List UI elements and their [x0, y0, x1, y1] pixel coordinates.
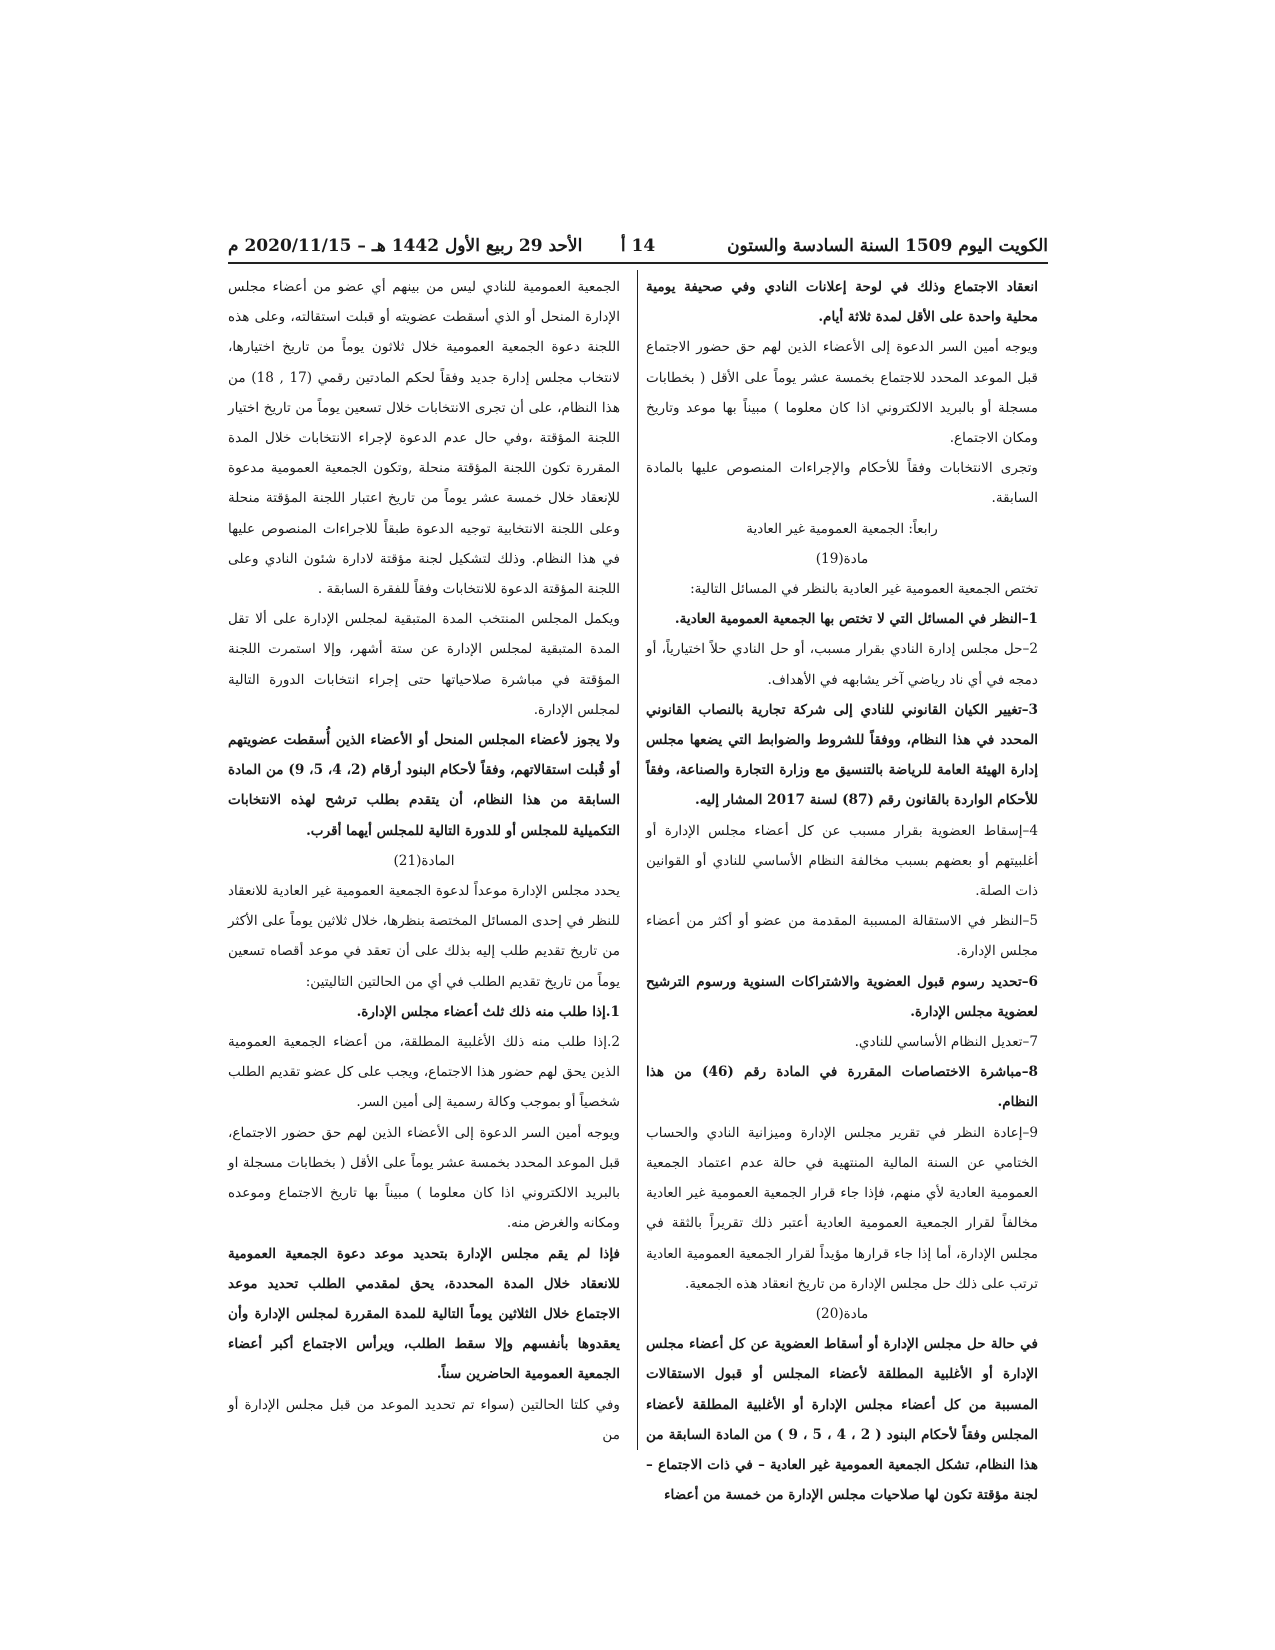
column-divider [637, 270, 638, 1450]
paragraph: 2.إذا طلب منه ذلك الأغلبية المطلقة، من أعضاء الجمعية العمومية الذين يحق لهم حضور هذا الاجتماع، ويجب على كل عضو تقديم الطلب شخصياً أو بموجب وكالة رسمية إلى أمين السر. [228, 1034, 620, 1111]
paragraph: ويكمل المجلس المنتخب المدة المتبقية لمجلس الإدارة على ألا تقل المدة المتبقية لمجلس الإدارة عن ستة أشهر، وإلا استمرت اللجنة المؤقتة في مباشرة صلاحياتها حتى إجراء انتخابات الدورة التالية لمجلس الإدارة. [228, 611, 620, 718]
paragraph: فإذا لم يقم مجلس الإدارة بتحديد موعد دعوة الجمعية العمومية للانعقاد خلال المدة المحددة، يحق لمقدمي الطلب تحديد موعد الاجتماع خلال الثلاثين يوماً التالية للمدة المقررة لمجلس الإدارة وأن يعقدوها بأنفسهم وإلا سقط الطلب، ويرأس الاجتماع أكبر أعضاء الجمعية العمومية الحاضرين سناً. [228, 1245, 620, 1383]
paragraph: المادة(21) [393, 852, 455, 869]
paragraph: رابعاً: الجمعية العمومية غير العادية [746, 520, 938, 537]
paragraph: ولا يجوز لأعضاء المجلس المنحل أو الأعضاء الذين أُسقطت عضويتهم أو قُبلت استقالاتهم، وفقاً لأحكام البنود أرقام (2، 4، 5، 9) من المادة السابقة من هذا النظام، أن يتقدم بطلب ترشح لهذه الانتخابات التكميلية للمجلس أو للدورة التالية للمجلس أيهما أقرب. [228, 732, 620, 839]
header-page-number: 14 أ [620, 236, 656, 256]
paragraph: 6–تحديد رسوم قبول العضوية والاشتراكات السنوية ورسوم الترشيح لعضوية مجلس الإدارة. [646, 973, 1038, 1020]
paragraph: وتجرى الانتخابات وفقاً للأحكام والإجراءات المنصوص عليها بالمادة السابقة. [646, 460, 1038, 507]
paragraph: 9–إعادة النظر في تقرير مجلس الإدارة وميزانية النادي والحساب الختامي عن السنة المالية المنتهية في حالة عدم اعتماد الجمعية العمومية العادية لأي منهم، فإذا جاء قرار الجمعية العمومية غير العادية مخالفاً لقرار الجمعية العمومية العادية أعتبر ذلك تقريراً بالثقة في مجلس الإدارة، أما إذا جاء قرارها مؤيداً لقرار الجمعية العمومية العادية ترتب على ذلك حل مجلس الإدارة من تاريخ انعقاد هذه الجمعية. [646, 1124, 1038, 1292]
paragraph: 8–مباشرة الاختصاصات المقررة في المادة رقم (46) من هذا النظام. [646, 1064, 1039, 1111]
right-column [646, 272, 1038, 1510]
paragraph: ويوجه أمين السر الدعوة إلى الأعضاء الذين لهم حق حضور الاجتماع، قبل الموعد المحدد بخمسة عشر يوماً على الأقل ( بخطابات مسجلة او بالبريد الالكتروني اذا كان معلوما ) مبيناً بها تاريخ الاجتماع وموعده ومكانه والغرض منه. [228, 1124, 620, 1232]
paragraph: 5–النظر في الاستقالة المسببة المقدمة من عضو أو أكثر من أعضاء مجلس الإدارة. [646, 913, 1038, 960]
left-column [228, 272, 620, 1450]
paragraph: في حالة حل مجلس الإدارة أو أسقاط العضوية عن كل أعضاء مجلس الإدارة أو الأغلبية المطلقة لأعضاء المجلس أو قبول الاستقالات المسببة من كل أعضاء مجلس الإدارة أو الأغلبية المطلقة لأعضاء المجلس وفقاً لأحكام البنود ( 2 ، 4 ، 5 ، 9 ) من المادة السابقة من هذا النظام، تشكل الجمعية العمومية غير العادية – في ذات الاجتماع – لجنة مؤقتة تكون لها صلاحيات مجلس الإدارة من خمسة من أعضاء [646, 1336, 1039, 1504]
header-issue: الكويت اليوم 1509 السنة السادسة والستون [727, 236, 1048, 256]
paragraph: مادة(19) [815, 550, 869, 567]
header-rule [228, 262, 1048, 264]
header-date: الأحد 29 ربيع الأول 1442 هـ – 2020/11/15 م [228, 236, 583, 256]
paragraph: انعقاد الاجتماع وذلك في لوحة إعلانات النادي وفي صحيفة يومية محلية واحدة على الأقل لمدة ثلاثة أيام. [646, 279, 1038, 326]
paragraph: 3–تغيير الكيان القانوني للنادي إلى شركة تجارية بالنصاب القانوني المحدد في هذا النظام، ووفقاً للشروط والضوابط التي يضعها مجلس إدارة الهيئة العامة للرياضة بالتنسيق مع وزارة التجارة والصناعة، وفقاً للأحكام الواردة بالقانون رقم (87) لسنة 2017 المشار إليه. [646, 701, 1038, 809]
paragraph: 1.إذا طلب منه ذلك ثلث أعضاء مجلس الإدارة. [356, 1003, 620, 1020]
paragraph: الجمعية العمومية للنادي ليس من بينهم أي عضو من أعضاء مجلس الإدارة المنحل أو الذي أسقطت عضويته أو قبلت استقالته، وعلى هذه اللجنة دعوة الجمعية العمومية خلال ثلاثون يوماً من تاريخ اختيارها، لانتخاب مجلس إدارة جديد وفقاً لحكم المادتين رقمي (17 , 18) من هذا النظام، على أن تجرى الانتخابات خلال تسعين يوماً من تاريخ اختيار اللجنة المؤقتة ،وفي حال عدم الدعوة لإجراء الانتخابات خلال المدة المقررة تكون اللجنة المؤقتة منحلة ,وتكون الجمعية العمومية مدعوة للإنعقاد خلال خمسة عشر يوماً من تاريخ اعتبار اللجنة المؤقتة منحلة وعلى اللجنة الانتخابية توجيه الدعوة طبقاً للاجراءات المنصوص عليها في هذا النظام. وذلك لتشكيل لجنة مؤقتة لادارة شئون النادي وعلى اللجنة المؤقتة الدعوة للانتخابات وفقاً للفقرة السابقة . [228, 279, 620, 598]
paragraph: وفي كلتا الحالتين (سواء تم تحديد الموعد من قبل مجلس الإدارة أو من [228, 1396, 620, 1443]
page-header [228, 234, 1048, 264]
paragraph: مادة(20) [815, 1305, 869, 1322]
paragraph: 1–النظر في المسائل التي لا تختص بها الجمعية العمومية العادية. [674, 611, 1038, 628]
paragraph: تختص الجمعية العمومية غير العادية بالنظر في المسائل التالية: [690, 581, 1038, 598]
paragraph: 2–حل مجلس إدارة النادي بقرار مسبب، أو حل النادي حلاً اختيارياً، أو دمجه في أي ناد رياضي آخر يشابهه في الأهداف. [646, 641, 1038, 688]
paragraph: ويوجه أمين السر الدعوة إلى الأعضاء الذين لهم حق حضور الاجتماع قبل الموعد المحدد للاجتماع بخمسة عشر يوماً على الأقل ( بخطابات مسجلة أو بالبريد الالكتروني اذا كان معلوما ) مبيناً بها موعد وتاريخ ومكان الاجتماع. [646, 339, 1038, 447]
paragraph: 7–تعديل النظام الأساسي للنادي. [854, 1034, 1038, 1051]
paragraph: 4–إسقاط العضوية بقرار مسبب عن كل أعضاء مجلس الإدارة أو أغلبيتهم أو بعضهم بسبب مخالفة النظام الأساسي للنادي أو القوانين ذات الصلة. [646, 822, 1038, 900]
paragraph: يحدد مجلس الإدارة موعداً لدعوة الجمعية العمومية غير العادية للانعقاد للنظر في إحدى المسائل المختصة بنظرها، خلال ثلاثين يوماً على الأكثر من تاريخ تقديم طلب إليه بذلك على أن تعقد في موعد أقصاه تسعين يوماً من تاريخ تقديم الطلب في أي من الحالتين التاليتين: [228, 883, 620, 990]
